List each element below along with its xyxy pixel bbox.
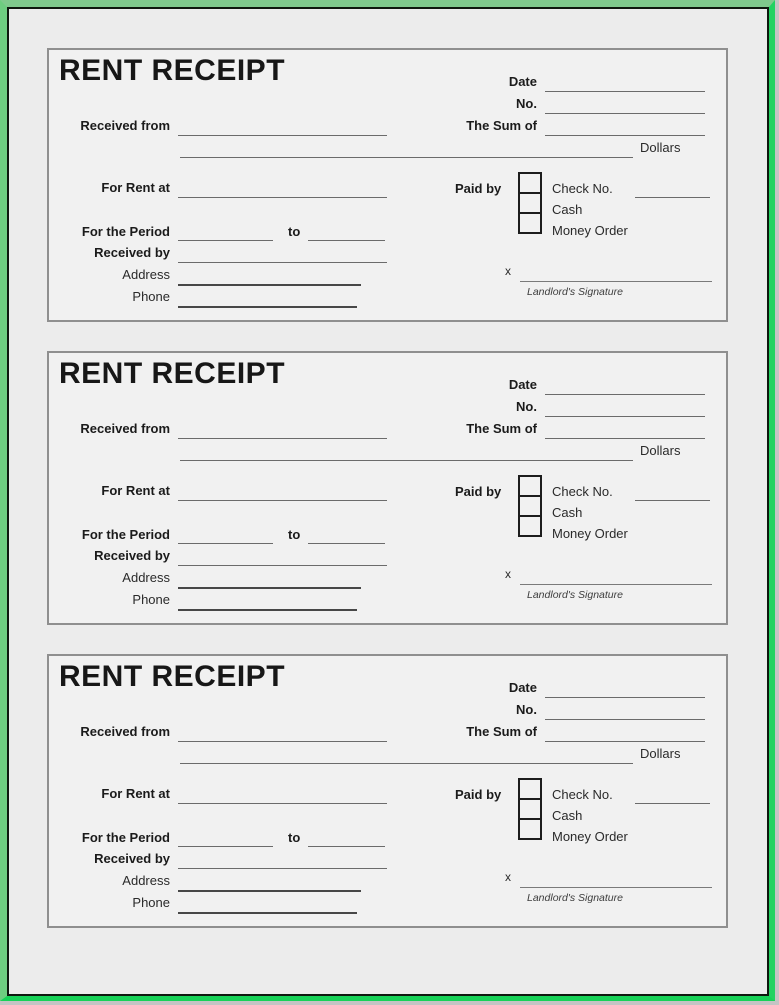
paid-by-checkbox-column xyxy=(518,475,542,537)
rent-receipt-form xyxy=(47,351,728,625)
paid-by-label: Paid by xyxy=(455,787,502,802)
date-label: Date xyxy=(508,680,537,695)
date-input-line[interactable] xyxy=(545,697,705,698)
received-from-input-line[interactable] xyxy=(178,135,387,136)
number-label: No. xyxy=(516,702,537,717)
check-no-input-line[interactable] xyxy=(635,500,710,501)
address-label: Address xyxy=(122,873,170,888)
number-input-line[interactable] xyxy=(545,416,705,417)
sum-label: The Sum of xyxy=(466,421,537,436)
address-input-line[interactable] xyxy=(178,284,361,286)
check-no-checkbox[interactable] xyxy=(518,172,542,194)
period-end-input-line[interactable] xyxy=(308,543,385,544)
landlord-signature-caption: Landlord's Signature xyxy=(527,286,623,298)
receipt-title: RENT RECEIPT xyxy=(59,357,286,390)
phone-input-line[interactable] xyxy=(178,609,357,611)
paid-by-label: Paid by xyxy=(455,484,502,499)
for-rent-at-label: For Rent at xyxy=(101,180,170,195)
period-start-input-line[interactable] xyxy=(178,846,273,847)
address-label: Address xyxy=(122,570,170,585)
receipt-title: RENT RECEIPT xyxy=(59,54,286,87)
check-no-checkbox[interactable] xyxy=(518,778,542,800)
phone-label: Phone xyxy=(132,895,170,910)
address-label: Address xyxy=(122,267,170,282)
paper xyxy=(9,9,767,994)
landlord-signature-input-line[interactable] xyxy=(520,584,712,585)
amount-words-input-line[interactable] xyxy=(180,763,633,764)
landlord-signature-caption: Landlord's Signature xyxy=(527,892,623,904)
for-the-period-label: For the Period xyxy=(81,830,170,845)
inner-border-frame xyxy=(7,7,769,996)
receipt-title: RENT RECEIPT xyxy=(59,660,286,693)
phone-label: Phone xyxy=(132,592,170,607)
money-order-label: Money Order xyxy=(552,223,628,238)
cash-checkbox[interactable] xyxy=(518,192,542,214)
check-no-input-line[interactable] xyxy=(635,197,710,198)
dollars-label: Dollars xyxy=(640,746,681,761)
for-rent-at-label: For Rent at xyxy=(101,786,170,801)
signature-x-label: x xyxy=(505,264,511,278)
period-end-input-line[interactable] xyxy=(308,240,385,241)
check-no-label: Check No. xyxy=(552,787,613,802)
received-by-label: Received by xyxy=(94,851,170,866)
sum-input-line[interactable] xyxy=(545,135,705,136)
landlord-signature-input-line[interactable] xyxy=(520,887,712,888)
landlord-signature-input-line[interactable] xyxy=(520,281,712,282)
money-order-checkbox[interactable] xyxy=(518,818,542,840)
date-input-line[interactable] xyxy=(545,394,705,395)
received-from-label: Received from xyxy=(80,724,170,739)
number-input-line[interactable] xyxy=(545,113,705,114)
paid-by-checkbox-column xyxy=(518,172,542,234)
check-no-label: Check No. xyxy=(552,484,613,499)
check-no-label: Check No. xyxy=(552,181,613,196)
for-the-period-label: For the Period xyxy=(81,527,170,542)
rent-receipt-form xyxy=(47,48,728,322)
amount-words-input-line[interactable] xyxy=(180,157,633,158)
dollars-label: Dollars xyxy=(640,443,681,458)
for-rent-at-input-line[interactable] xyxy=(178,197,387,198)
paid-by-label: Paid by xyxy=(455,181,502,196)
period-start-input-line[interactable] xyxy=(178,240,273,241)
landlord-signature-caption: Landlord's Signature xyxy=(527,589,623,601)
number-label: No. xyxy=(516,96,537,111)
period-end-input-line[interactable] xyxy=(308,846,385,847)
received-by-label: Received by xyxy=(94,548,170,563)
date-label: Date xyxy=(508,377,537,392)
for-the-period-label: For the Period xyxy=(81,224,170,239)
received-from-label: Received from xyxy=(80,118,170,133)
phone-label: Phone xyxy=(132,289,170,304)
to-label: to xyxy=(288,830,301,845)
cash-checkbox[interactable] xyxy=(518,798,542,820)
received-by-input-line[interactable] xyxy=(178,868,387,869)
amount-words-input-line[interactable] xyxy=(180,460,633,461)
sum-label: The Sum of xyxy=(466,118,537,133)
to-label: to xyxy=(288,527,301,542)
received-by-input-line[interactable] xyxy=(178,565,387,566)
number-label: No. xyxy=(516,399,537,414)
to-label: to xyxy=(288,224,301,239)
for-rent-at-input-line[interactable] xyxy=(178,500,387,501)
money-order-checkbox[interactable] xyxy=(518,515,542,537)
cash-label: Cash xyxy=(552,808,583,823)
for-rent-at-label: For Rent at xyxy=(101,483,170,498)
money-order-label: Money Order xyxy=(552,526,628,541)
sum-input-line[interactable] xyxy=(545,438,705,439)
number-input-line[interactable] xyxy=(545,719,705,720)
address-input-line[interactable] xyxy=(178,890,361,892)
signature-x-label: x xyxy=(505,870,511,884)
signature-x-label: x xyxy=(505,567,511,581)
received-from-label: Received from xyxy=(80,421,170,436)
cash-checkbox[interactable] xyxy=(518,495,542,517)
received-from-input-line[interactable] xyxy=(178,438,387,439)
dollars-label: Dollars xyxy=(640,140,681,155)
money-order-label: Money Order xyxy=(552,829,628,844)
received-by-label: Received by xyxy=(94,245,170,260)
paid-by-checkbox-column xyxy=(518,778,542,840)
money-order-checkbox[interactable] xyxy=(518,212,542,234)
date-input-line[interactable] xyxy=(545,91,705,92)
check-no-checkbox[interactable] xyxy=(518,475,542,497)
sum-input-line[interactable] xyxy=(545,741,705,742)
cash-label: Cash xyxy=(552,202,583,217)
rent-receipt-form xyxy=(47,654,728,928)
received-from-input-line[interactable] xyxy=(178,741,387,742)
for-rent-at-input-line[interactable] xyxy=(178,803,387,804)
period-start-input-line[interactable] xyxy=(178,543,273,544)
received-by-input-line[interactable] xyxy=(178,262,387,263)
phone-input-line[interactable] xyxy=(178,912,357,914)
address-input-line[interactable] xyxy=(178,587,361,589)
check-no-input-line[interactable] xyxy=(635,803,710,804)
date-label: Date xyxy=(508,74,537,89)
cash-label: Cash xyxy=(552,505,583,520)
phone-input-line[interactable] xyxy=(178,306,357,308)
sum-label: The Sum of xyxy=(466,724,537,739)
